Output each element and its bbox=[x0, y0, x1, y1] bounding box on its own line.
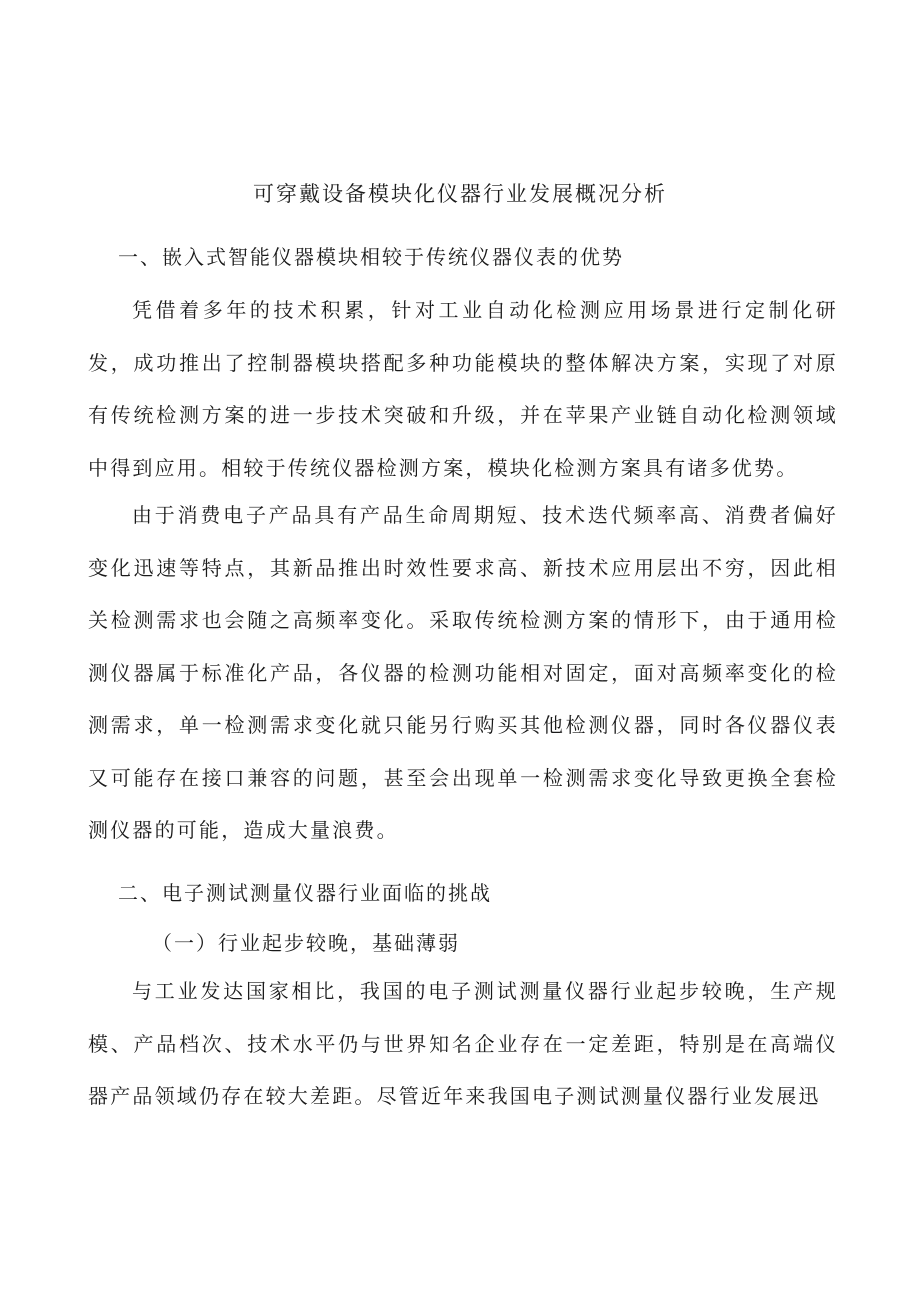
section-1-paragraph-2: 由于消费电子产品具有产品生命周期短、技术迭代频率高、消费者偏好变化迅速等特点，其新品推出时效性要求高、新技术应用层出不穷，因此相关检测需求也会随之高频率变化。采取传统检测方案的情形下，由于通用检测仪器属于标准化产品，各仪器的检测功能相对固定，面对高频率变化的检测需求，单一检测需求变化就只能另行购买其他检测仪器，同时各仪器仪表又可能存在接口兼容的问题，甚至会出现单一检测需求变化导致更换全套检测仪器的可能，造成大量浪费。 bbox=[88, 503, 838, 842]
document-title: 可穿戴设备模块化仪器行业发展概况分析 bbox=[253, 182, 667, 206]
section-2-paragraph: 与工业发达国家相比，我国的电子测试测量仪器行业起步较晚，生产规模、产品档次、技术水平仍与世界知名企业存在一定差距，特别是在高端仪器产品领域仍存在较大差距。尽管近年来我国电子测试测量仪器行业发展迅 bbox=[88, 979, 838, 1108]
section-2-subheading: （一）行业起步较晚，基础薄弱 bbox=[152, 931, 460, 955]
section-1-paragraph-1: 凭借着多年的技术积累，针对工业自动化检测应用场景进行定制化研发，成功推出了控制器模块搭配多种功能模块的整体解决方案，实现了对原有传统检测方案的进一步技术突破和升级，并在苹果产业链自动化检测领域中得到应用。相较于传统仪器检测方案，模块化检测方案具有诸多优势。 bbox=[88, 298, 838, 480]
section-2-heading: 二、电子测试测量仪器行业面临的挑战 bbox=[118, 881, 492, 905]
section-1-heading: 一、嵌入式智能仪器模块相较于传统仪器仪表的优势 bbox=[118, 245, 624, 269]
